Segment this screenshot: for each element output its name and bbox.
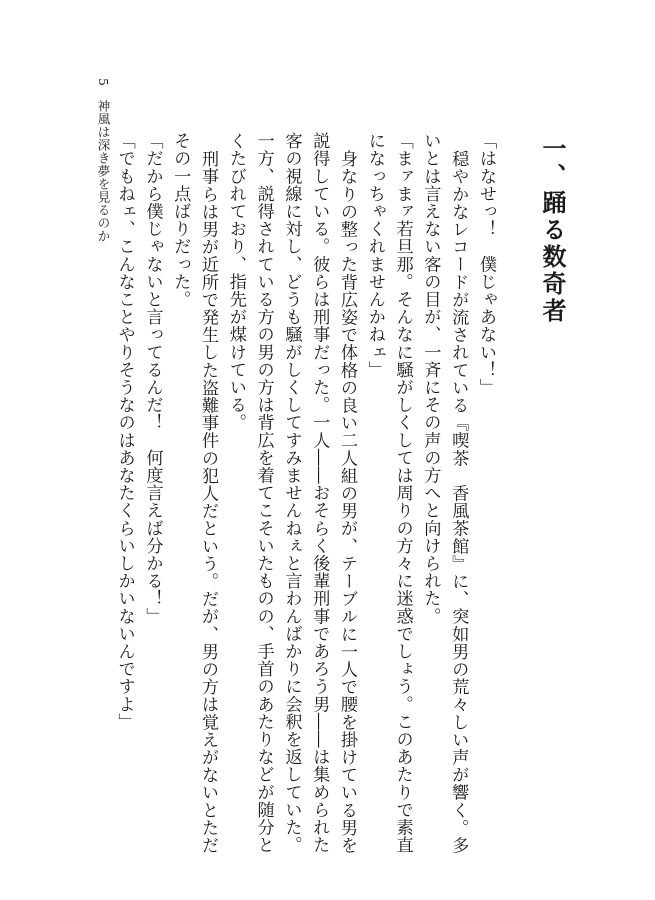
text-line: 説得している。彼らは刑事だった。一人――おそらく後輩刑事であろう男――は集められた	[309, 132, 330, 854]
text-line: 身なりの整った背広姿で体格の良い二人組の男が、テーブルに一人で腰を掛けている男を	[337, 149, 358, 854]
text-line: くたびれており、指先が煤けている。	[225, 132, 246, 432]
text-line: 穏やかなレコードが流されている『喫茶 香風茶館』に、突如男の荒々しい声が響く。多	[448, 149, 469, 854]
text-line: 「まァまァ若旦那。そんなに騒がしくしては周りの方々に迷惑でしょう。このあたりで素直	[392, 132, 413, 854]
text-line: 一方、説得されている方の男の方は背広を着てこそいたものの、手首のあたりなどが随分と	[253, 132, 274, 854]
text-line: 客の視線に対し、どうも騒がしくしてすみませんねぇと言わんばかりに会釈を返していた。	[281, 132, 302, 854]
text-line: になっちゃくれませんかねェ」	[364, 132, 385, 379]
text-line: その一点ばりだった。	[170, 132, 191, 308]
running-header: 5 神風は深き夢を見るのか	[96, 78, 111, 243]
text-line: いとは言えない客の目が、一斉にその声の方へと向けられた。	[420, 132, 441, 625]
body-text	[110, 132, 567, 854]
chapter-title: 一、踊る数奇者	[538, 136, 566, 325]
text-line: 「はなせっ！ 僕じゃあない！」	[476, 132, 496, 396]
text-line: 「だから僕じゃないと言ってるんだ！ 何度言えば分かる！」	[142, 132, 163, 625]
text-line: 刑事らは男が近所で発生した盗難事件の犯人だという。だが、男の方は覚えがないとただ	[198, 149, 219, 854]
text-line: 「でもねェ、こんなことやりそうなのはあなたくらいしかいないんですよ」	[114, 132, 135, 731]
